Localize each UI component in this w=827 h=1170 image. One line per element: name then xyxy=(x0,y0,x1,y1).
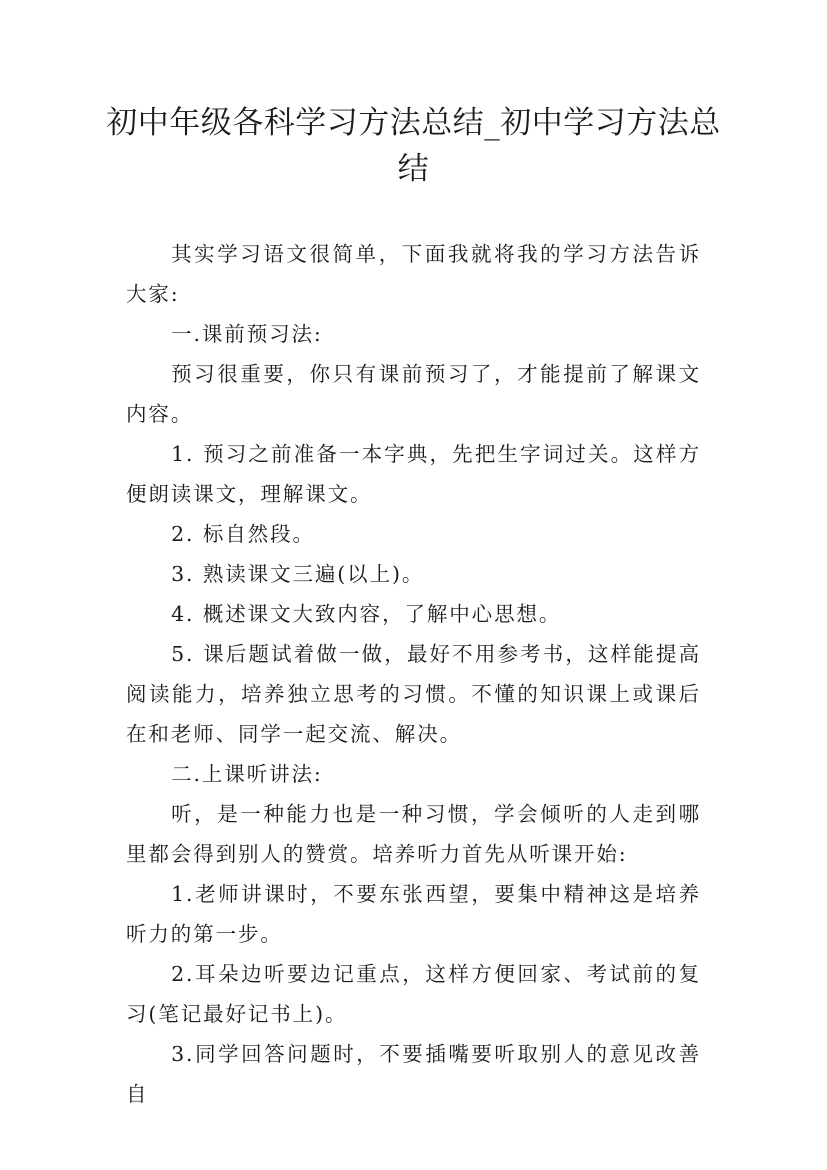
document-title: 初中年级各科学习方法总结_初中学习方法总结 xyxy=(106,105,721,187)
list-item-preview-4: 4. 概述课文大致内容，了解中心思想。 xyxy=(171,602,562,626)
paragraph-intro: 其实学习语文很简单，下面我就将我的学习方法告诉大家: xyxy=(126,242,701,306)
list-item-preview-5: 5. 课后题试着做一做，最好不用参考书，这样能提高阅读能力，培养独立思考的习惯。不懂的知识课上或课后在和老师、同学一起交流、解决。 xyxy=(126,642,701,746)
list-item-listening-3: 3.同学回答问题时，不要插嘴要听取别人的意见改善自 xyxy=(126,1042,701,1106)
section-heading-preview: 一.课前预习法: xyxy=(171,322,323,346)
list-item-listening-1: 1.老师讲课时，不要东张西望，要集中精神这是培养听力的第一步。 xyxy=(126,882,701,946)
list-item-preview-3: 3. 熟读课文三遍(以上)。 xyxy=(171,562,425,586)
paragraph-preview-importance: 预习很重要，你只有课前预习了，才能提前了解课文内容。 xyxy=(126,362,701,426)
list-item-preview-1: 1. 预习之前准备一本字典，先把生字词过关。这样方便朗读课文，理解课文。 xyxy=(126,442,701,506)
document-body xyxy=(126,234,701,1114)
list-item-listening-2: 2.耳朵边听要边记重点，这样方便回家、考试前的复习(笔记最好记书上)。 xyxy=(126,962,701,1026)
paragraph-listening-intro: 听，是一种能力也是一种习惯，学会倾听的人走到哪里都会得到别人的赞赏。培养听力首先从听课开始: xyxy=(126,802,701,866)
list-item-preview-2: 2. 标自然段。 xyxy=(171,522,315,546)
section-heading-listening: 二.上课听讲法: xyxy=(171,762,323,786)
